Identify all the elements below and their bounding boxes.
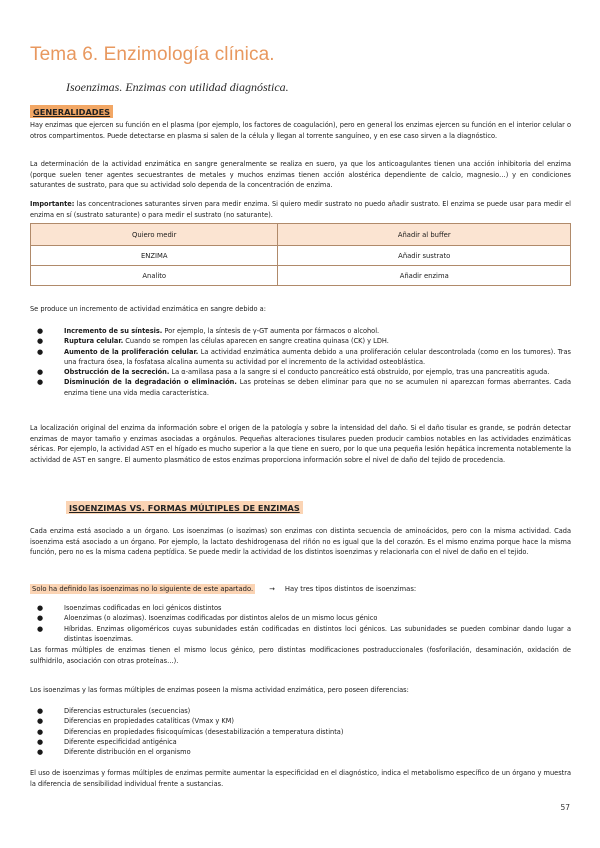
- paragraph-uso-isoenzimas: El uso de isoenzimas y formas múltiples de enzimas permite aumentar la especificidad en el diagnóstico, indica el metabolismo específico de un órgano y muestra la diferencia de sensibilidad individual frente a sustancias.: [30, 769, 571, 788]
- table-header-cell: Quiero medir: [31, 224, 278, 246]
- callout-highlight: Solo ha definido las isoenzimas no lo siguiente de este apartado.: [32, 585, 254, 593]
- table-header-cell: Añadir al buffer: [278, 224, 571, 246]
- page-title: Tema 6. Enzimología clínica.: [30, 44, 275, 65]
- paragraph-importante: [30, 199, 571, 220]
- isoenzyme-types-list: [30, 603, 571, 644]
- section-heading-isoenzimas: ISOENZIMAS VS. FORMAS MÚLTIPLES DE ENZIMAS: [66, 501, 303, 514]
- bullet-icon: ●: [37, 614, 44, 623]
- bullet-icon: ●: [37, 337, 44, 346]
- list-item: ● Diferente distribución en el organismo: [37, 748, 191, 757]
- paragraph-incremento-intro: Se produce un incremento de actividad enzimática en sangre debido a:: [30, 305, 266, 313]
- bullet-icon: ●: [37, 727, 44, 736]
- list-item: ● Diferencias estructurales (secuencias): [37, 707, 191, 715]
- list-item: ● Ruptura celular. Cuando se rompen las células aparecen en sangre creatina quinasa (CK) y LDH.: [37, 337, 389, 346]
- table-cell: Añadir enzima: [278, 266, 571, 286]
- callout-note: [30, 583, 416, 595]
- list-item: ● Aumento de la proliferación celular. La actividad enzimática aumenta debido a una proliferación celular descontrolada (como en los tumores). Tras una fractura ósea, la fosfatasa alcalina aumenta su actividad por el incremento de la actividad osteoblástica.: [37, 347, 571, 366]
- bullet-icon: ●: [37, 378, 44, 387]
- paragraph-localizacion: La localización original del enzima da información sobre el origen de la patología y sobre la intensidad del daño. Si el daño tisular es grande, se podrán detectar enzimas de mayor tamaño y enzimas asociadas a orgánulos. Pequeñas alteraciones tisulares pueden producir cambios notables en las actividades enzimáticas séricas. Por ejemplo, la actividad AST en el hígado es mucho superior a la que tiene en suero, por lo que una pequeña lesión hepática incrementa notablemente la actividad de AST en sangre. El aumento plasmático de estos enzimas proporciona información sobre el nivel de daño del tejido de procedencia.: [30, 424, 571, 464]
- list-item: ● Obstrucción de la secreción. La α-amilasa pasa a la sangre si el conducto pancreático está obstruido, por ejemplo, tras una pancreatitis aguda.: [37, 368, 550, 377]
- arrow-right-icon: →: [269, 585, 275, 593]
- list-item: ● Disminución de la degradación o eliminación. Las proteínas se deben eliminar para que no se acumulen ni aparezcan formas aberrantes. Cada enzima tiene una vida media característica.: [37, 378, 571, 397]
- list-item: ● Diferencias en propiedades fisicoquímicas (desestabilización a temperatura distinta): [37, 727, 344, 736]
- table-row: [31, 246, 571, 266]
- list-item: ● Híbridas. Enzimas oligoméricos cuyas subunidades están codificadas en distintos loci génicos. Las subunidades se pueden combinar dando lugar a distintas isoenzimas.: [37, 624, 571, 643]
- bullet-icon: ●: [37, 717, 44, 726]
- bullet-icon: ●: [37, 737, 44, 746]
- list-item: ● Diferencias en propiedades catalíticas (Vmax y KM): [37, 717, 235, 726]
- bullet-icon: ●: [37, 604, 44, 612]
- bullet-icon: ●: [37, 368, 44, 377]
- importante-label: Importante:: [30, 200, 75, 208]
- callout-text: Hay tres tipos distintos de isoenzimas:: [284, 585, 417, 593]
- page-number: 57: [560, 803, 570, 812]
- bullet-icon: ●: [37, 327, 44, 335]
- list-item: ● Incremento de su síntesis. Por ejemplo, la síntesis de γ-GT aumenta por fármacos o alcohol.: [37, 327, 380, 335]
- table-row: [31, 266, 571, 286]
- incremento-list: [30, 326, 571, 398]
- bullet-icon: ●: [37, 347, 44, 356]
- table-cell: ENZIMA: [31, 246, 278, 266]
- table-header-row: [31, 224, 571, 246]
- list-item: ● Diferente especificidad antigénica: [37, 737, 177, 746]
- paragraph-generalidades-1: Hay enzimas que ejercen su función en el plasma (por ejemplo, los factores de coagulación), pero en general los enzimas ejercen su función en el interior celular o otros compartimentos. Puede detectarse en plasma si salen de la célula y llegan al torrente sanguíneo, y en ese caso sirven a la diagnóstico.: [30, 121, 571, 140]
- page-subtitle: Isoenzimas. Enzimas con utilidad diagnóstica.: [66, 80, 289, 94]
- list-item: ● Aloenzimas (o alozimas). Isoenzimas codificadas por distintos alelos de un mismo locus génico: [37, 614, 378, 623]
- bullet-icon: ●: [37, 707, 44, 715]
- paragraph-generalidades-2: La determinación de la actividad enzimática en sangre generalmente se realiza en suero, ya que los anticoagulantes tienen una acción inhibitoria del enzima (porque suelen tener agentes secuestrantes de metales y muchos enzimas tienen acción alostérica dependiente de calcio, magnesio…) y en condiciones saturantes de sustrato, para que su actividad solo dependa de la concentración de enzima.: [30, 160, 571, 190]
- list-item: ● Isoenzimas codificadas en loci génicos distintos: [37, 604, 222, 612]
- table-cell: Añadir sustrato: [278, 246, 571, 266]
- bullet-icon: ●: [37, 624, 44, 633]
- paragraph-diferencias-intro: Los isoenzimas y las formas múltiples de enzimas poseen la misma actividad enzimática, pero poseen diferencias:: [30, 686, 409, 694]
- differences-list: [30, 706, 571, 757]
- bullet-icon: ●: [37, 748, 44, 757]
- paragraph-isoenzimas-1: Cada enzima está asociado a un órgano. Los isoenzimas (o isozimas) son enzimas con distinta secuencia de aminoácidos, pero con la misma actividad. Cada isoenzima está asociado a un órgano. Por ejemplo, la lactato deshidrogenasa del riñón no es igual que la del corazón. Es el mismo enzima porque hace la misma función, pero no es la misma cadena peptídica. Se puede medir la actividad de los distintos isoenzimas y relacionarla con el nivel de daño en el tejido.: [30, 527, 571, 557]
- importante-text: las concentraciones saturantes sirven para medir enzima. Si quiero medir sustrato no puedo añadir sustrato. El enzima se puede usar para medir el enzima en sí (sustrato saturante) o para medir el sustrato (no saturante).: [30, 200, 571, 219]
- measurement-table: [30, 223, 571, 286]
- section-heading-generalidades: GENERALIDADES: [30, 105, 113, 118]
- table-cell: Analito: [31, 266, 278, 286]
- paragraph-formas-multiples: Las formas múltiples de enzimas tienen el mismo locus génico, pero distintas modificaciones postraduccionales (fosforilación, desaminación, oxidación de sulfhidrilo, asociación con otras proteínas…).: [30, 646, 571, 665]
